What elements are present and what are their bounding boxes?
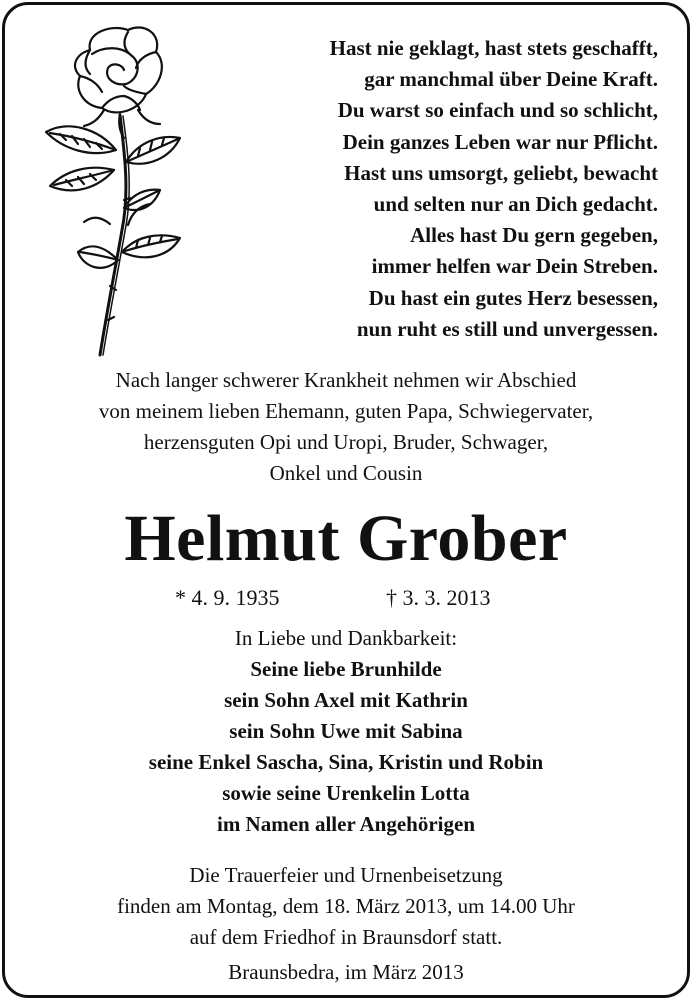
poem-line: Hast nie geklagt, hast stets geschafft, xyxy=(329,36,658,60)
intro-line: Onkel und Cousin xyxy=(269,461,423,485)
service-line: auf dem Friedhof in Braunsdorf statt. xyxy=(189,925,503,949)
birth-date: * 4. 9. 1935 xyxy=(175,585,280,610)
deceased-name: Helmut Grober xyxy=(124,502,568,575)
death-date: † 3. 3. 2013 xyxy=(386,585,491,610)
poem-line: immer helfen war Dein Streben. xyxy=(371,254,658,279)
family-member: sowie seine Urenkelin Lotta xyxy=(222,781,470,805)
family-intro: In Liebe und Dankbarkeit: xyxy=(234,626,458,650)
poem-line: Du warst so einfach und so schlicht, xyxy=(337,98,658,123)
poem-line: Alles hast Du gern gegeben, xyxy=(410,223,658,248)
poem xyxy=(188,33,658,345)
intro-line: herzensguten Opi und Uropi, Bruder, Schwager, xyxy=(143,430,549,454)
poem-line: Dein ganzes Leben war nur Pflicht. xyxy=(342,129,658,154)
service-info xyxy=(0,860,692,953)
intro-line: Nach langer schwerer Krankheit nehmen wir Abschied xyxy=(115,368,577,392)
intro-text xyxy=(0,365,692,489)
service-line: finden am Montag, dem 18. März 2013, um 14.00 Uhr xyxy=(117,894,575,918)
family-section xyxy=(0,623,692,840)
intro-line: von meinem lieben Ehemann, guten Papa, Schwiegervater, xyxy=(98,399,594,423)
family-member: Seine liebe Brunhilde xyxy=(250,657,442,681)
family-member: seine Enkel Sascha, Sina, Kristin und Robin xyxy=(148,750,544,774)
poem-line: und selten nur an Dich gedacht. xyxy=(373,192,658,217)
poem-line: nun ruht es still und unvergessen. xyxy=(356,316,658,341)
service-line: Die Trauerfeier und Urnenbeisetzung xyxy=(189,863,503,887)
poem-line: Du hast ein gutes Herz besessen, xyxy=(368,285,658,310)
family-member: sein Sohn Axel mit Kathrin xyxy=(224,688,468,712)
poem-line: gar manchmal über Deine Kraft. xyxy=(364,67,658,92)
place-date: Braunsbedra, im März 2013 xyxy=(228,960,464,984)
family-member: im Namen aller Angehörigen xyxy=(216,812,475,836)
rose-icon xyxy=(20,20,190,360)
poem-line: Hast uns umsorgt, geliebt, bewacht xyxy=(344,160,658,185)
family-member: sein Sohn Uwe mit Sabina xyxy=(229,719,463,743)
